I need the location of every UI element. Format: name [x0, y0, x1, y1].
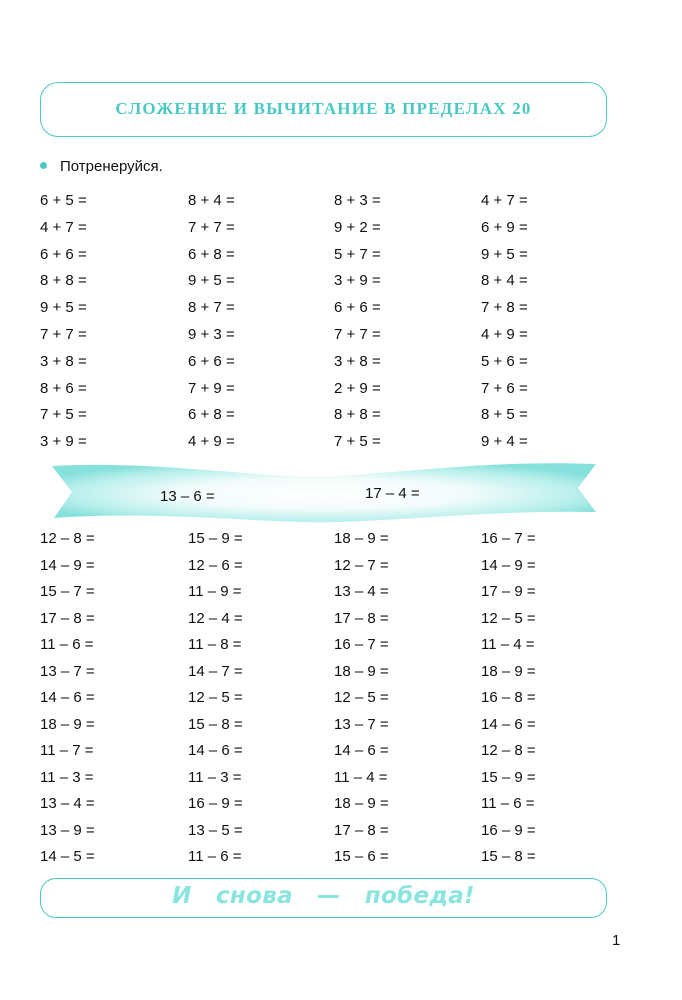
- addition-expression: 7 + 5 =: [40, 406, 87, 424]
- addition-expression: 3 + 8 =: [334, 352, 381, 370]
- subtraction-expression: 11 – 8 =: [188, 636, 242, 653]
- subtraction-expression: 18 – 9 =: [40, 715, 95, 733]
- subtraction-expression: 16 – 7 =: [334, 636, 389, 653]
- subtraction-expression: 14 – 6 =: [188, 742, 243, 759]
- addition-expression: 9 + 5 =: [188, 272, 235, 290]
- addition-expression: 6 + 8 =: [188, 406, 235, 424]
- subtraction-expression: 11 – 6 =: [481, 795, 535, 812]
- addition-expression: 7 + 9 =: [188, 379, 235, 397]
- subtraction-expression: 14 – 9 =: [481, 556, 536, 574]
- instruction: [40, 158, 163, 175]
- subtraction-expression: 14 – 6 =: [481, 715, 536, 733]
- addition-expression: 4 + 7 =: [40, 218, 87, 236]
- subtraction-expression: 11 – 3 =: [40, 768, 94, 786]
- addition-expression: 7 + 6 =: [481, 379, 528, 397]
- page-number: 1: [612, 932, 621, 949]
- subtraction-expression: 13 – 4 =: [334, 583, 389, 600]
- subtraction-expression: 13 – 4 =: [40, 795, 95, 812]
- subtraction-expression: 11 – 6 =: [188, 848, 242, 865]
- subtraction-expression: 13 – 5 =: [188, 821, 243, 839]
- addition-expression: 7 + 7 =: [40, 326, 87, 343]
- addition-expression: 6 + 5 =: [40, 192, 87, 209]
- subtraction-expression: 17 – 8 =: [334, 821, 389, 839]
- subtraction-expression: 12 – 8 =: [40, 530, 95, 547]
- subtraction-expression: 12 – 6 =: [188, 556, 243, 574]
- addition-expression: 9 + 2 =: [334, 218, 381, 236]
- subtraction-expression: 18 – 9 =: [481, 662, 536, 680]
- addition-expression: 8 + 5 =: [481, 406, 528, 424]
- addition-expression: 7 + 7 =: [334, 326, 381, 343]
- subtraction-expression: 15 – 9 =: [188, 530, 243, 547]
- ribbon-expression-right: 17 – 4 =: [365, 485, 420, 502]
- addition-expression: 8 + 7 =: [188, 299, 235, 317]
- title-box: [40, 82, 607, 137]
- subtraction-expression: 11 – 4 =: [481, 636, 535, 653]
- addition-expression: 9 + 3 =: [188, 326, 235, 343]
- subtraction-expression: 17 – 9 =: [481, 583, 536, 600]
- subtraction-expression: 15 – 6 =: [334, 848, 389, 865]
- ribbon-shape: [48, 458, 598, 526]
- addition-expression: 6 + 8 =: [188, 245, 235, 263]
- addition-expression: 5 + 7 =: [334, 245, 381, 263]
- addition-expression: 7 + 5 =: [334, 433, 381, 451]
- subtraction-expression: 16 – 9 =: [188, 795, 243, 812]
- addition-expression: 4 + 9 =: [481, 326, 528, 343]
- slogan-box: [40, 878, 607, 918]
- addition-expression: 9 + 5 =: [40, 299, 87, 317]
- ribbon-expression-left: 13 – 6 =: [160, 488, 215, 505]
- addition-expression: 6 + 6 =: [40, 245, 87, 263]
- subtraction-expression: 12 – 5 =: [188, 689, 243, 706]
- subtraction-expression: 16 – 8 =: [481, 689, 536, 706]
- subtraction-expression: 12 – 4 =: [188, 609, 243, 627]
- subtraction-expression: 15 – 9 =: [481, 768, 536, 786]
- subtraction-expression: 12 – 5 =: [481, 609, 536, 627]
- addition-expression: 6 + 6 =: [334, 299, 381, 317]
- subtraction-expression: 11 – 7 =: [40, 742, 94, 759]
- page-title: СЛОЖЕНИЕ И ВЫЧИТАНИЕ В ПРЕДЕЛАХ 20: [115, 99, 532, 118]
- subtraction-expression: 18 – 9 =: [334, 795, 389, 812]
- subtraction-expression: 14 – 6 =: [334, 742, 389, 759]
- subtraction-expression: 11 – 6 =: [40, 636, 94, 653]
- subtraction-expression: 11 – 9 =: [188, 583, 242, 600]
- subtraction-expression: 14 – 5 =: [40, 848, 95, 865]
- addition-expression: 8 + 4 =: [188, 192, 235, 209]
- subtraction-expression: 11 – 4 =: [334, 768, 388, 786]
- addition-expression: 2 + 9 =: [334, 379, 381, 397]
- subtraction-expression: 15 – 8 =: [481, 848, 536, 865]
- addition-expression: 8 + 8 =: [334, 406, 381, 424]
- subtraction-expression: 12 – 7 =: [334, 556, 389, 574]
- addition-expression: 9 + 4 =: [481, 433, 528, 451]
- instruction-text: Потренеруйся.: [60, 158, 163, 175]
- addition-expression: 7 + 7 =: [188, 218, 235, 236]
- subtraction-expression: 16 – 7 =: [481, 530, 536, 547]
- subtraction-expression: 13 – 7 =: [40, 662, 95, 680]
- addition-expression: 8 + 4 =: [481, 272, 528, 290]
- subtraction-expression: 14 – 6 =: [40, 689, 95, 706]
- bullet-icon: [40, 162, 47, 169]
- addition-expression: 4 + 7 =: [481, 192, 528, 209]
- subtraction-expression: 14 – 9 =: [40, 556, 95, 574]
- subtraction-expression: 15 – 8 =: [188, 715, 243, 733]
- addition-expression: 3 + 9 =: [334, 272, 381, 290]
- subtraction-expression: 15 – 7 =: [40, 583, 95, 600]
- subtraction-expression: 17 – 8 =: [334, 609, 389, 627]
- addition-expression: 9 + 5 =: [481, 245, 528, 263]
- subtraction-expression: 13 – 7 =: [334, 715, 389, 733]
- addition-expression: 8 + 3 =: [334, 192, 381, 209]
- addition-expression: 5 + 6 =: [481, 352, 528, 370]
- subtraction-expression: 12 – 5 =: [334, 689, 389, 706]
- addition-expression: 8 + 6 =: [40, 379, 87, 397]
- subtraction-expression: 16 – 9 =: [481, 821, 536, 839]
- subtraction-expression: 11 – 3 =: [188, 768, 242, 786]
- addition-expression: 4 + 9 =: [188, 433, 235, 451]
- subtraction-expression: 12 – 8 =: [481, 742, 536, 759]
- addition-expression: 6 + 6 =: [188, 352, 235, 370]
- subtraction-expression: 14 – 7 =: [188, 662, 243, 680]
- subtraction-expression: 17 – 8 =: [40, 609, 95, 627]
- ribbon-banner: [48, 458, 598, 526]
- subtraction-expression: 18 – 9 =: [334, 530, 389, 547]
- addition-expression: 3 + 9 =: [40, 433, 87, 451]
- addition-expression: 3 + 8 =: [40, 352, 87, 370]
- addition-expression: 6 + 9 =: [481, 218, 528, 236]
- addition-expression: 8 + 8 =: [40, 272, 87, 290]
- subtraction-expression: 13 – 9 =: [40, 821, 95, 839]
- subtraction-expression: 18 – 9 =: [334, 662, 389, 680]
- addition-expression: 7 + 8 =: [481, 299, 528, 317]
- slogan: И снова — победа!: [172, 883, 475, 909]
